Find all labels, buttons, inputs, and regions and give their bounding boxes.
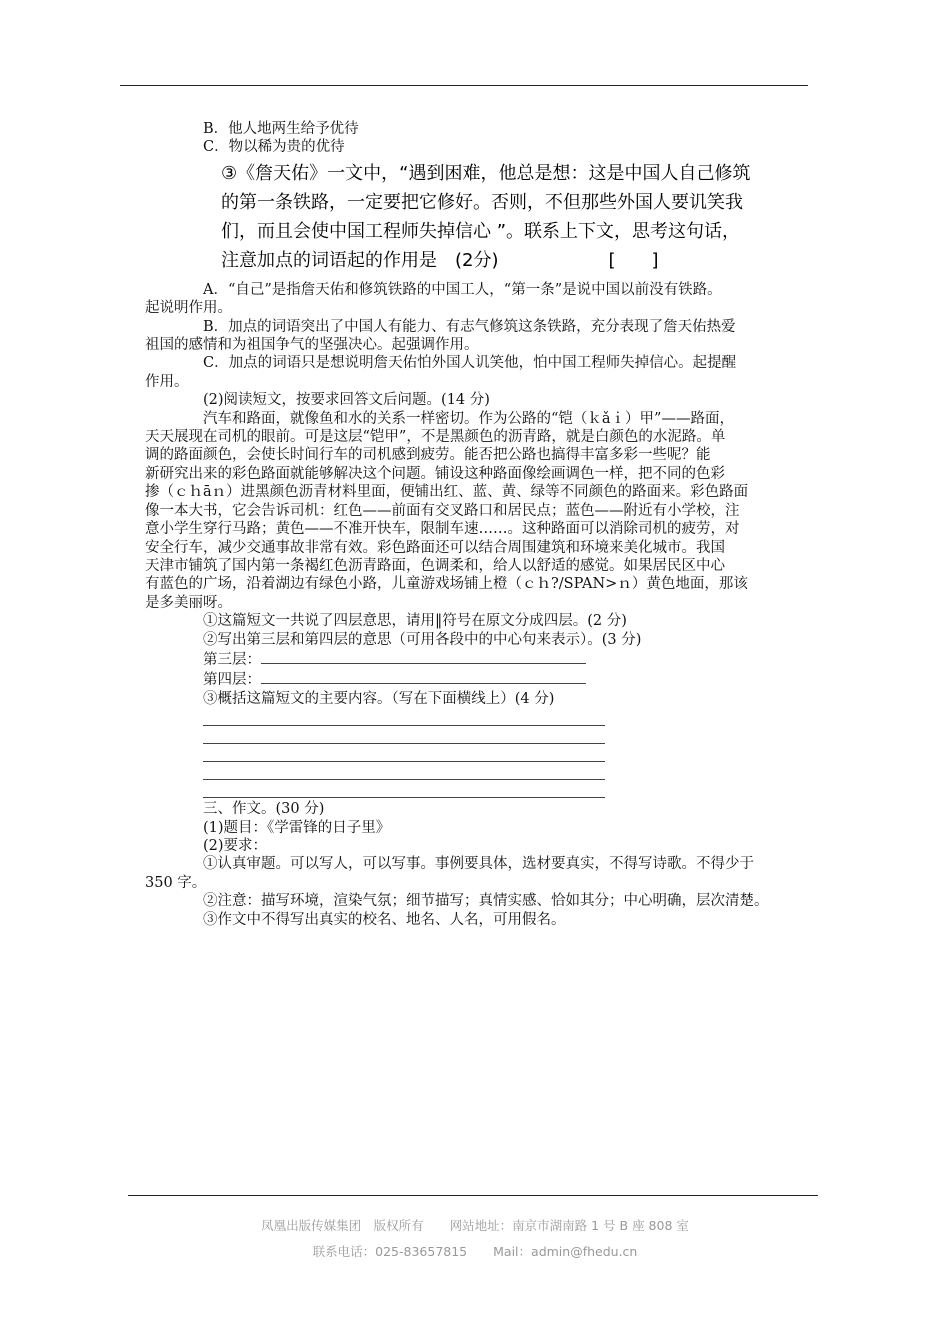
summary-answer-line[interactable] xyxy=(203,744,605,762)
answer-c-line1: C．加点的词语只是想说明詹天佑怕外国人讥笑他，怕中国工程师失掉信心。起提醒 xyxy=(203,355,737,372)
layer-3-row xyxy=(145,649,810,669)
option-b: B．他人地两生给予优待 xyxy=(203,121,359,137)
passage-line: 调的路面颜色，会使长时间行车的司机感到疲劳。能否把公路也搞得丰富多彩一些呢？能 xyxy=(145,447,711,464)
essay-title: (1)题目：《学雷锋的日子里》 xyxy=(203,819,391,836)
layer-3-answer-line[interactable] xyxy=(261,649,586,664)
passage-line: 汽车和路面，就像鱼和水的关系一样密切。作为公路的“铠（ｋǎｉ）甲”——路面， xyxy=(203,410,734,427)
footer-phone: 联系电话：025-83657815 xyxy=(312,1244,468,1259)
footer-website: 网站地址：南京市湖南路 1 号 B 座 808 室 xyxy=(449,1218,689,1233)
summary-answer-line[interactable] xyxy=(203,762,605,780)
footer-line-2 xyxy=(0,1242,950,1260)
question-layers: ①这篇短文一共说了四层意思，请用‖符号在原文分成四层。(2 分) xyxy=(203,613,627,630)
question-summary: ③概括这篇短文的主要内容。（写在下面横线上）(4 分) xyxy=(203,690,555,707)
passage-line: 有蓝色的广场，沿着湖边有绿色小路，儿童游戏场铺上橙（ｃｈ?/SPAN>ｎ）黄色地面，那该 xyxy=(145,576,748,593)
summary-answer-line[interactable] xyxy=(203,708,605,726)
footer-rule xyxy=(128,1195,818,1196)
requirement-1: ①认真审题。可以写人，可以写事。事例要具体，选材要真实，不得写诗歌。不得少于 xyxy=(203,856,754,873)
requirement-1-cont: 350 字。 xyxy=(145,874,207,891)
header-rule xyxy=(120,85,808,86)
reading-header: (2)阅读短文，按要求回答文后问题。(14 分) xyxy=(203,392,490,409)
answer-b-line1: B．加点的词语突出了中国人有能力、有志气修筑这条铁路，充分表现了詹天佑热爱 xyxy=(203,318,736,335)
q3-row-3: 们，而且会使中国工程师失掉信心 ”。联系上下文，思考这句话， xyxy=(221,220,741,242)
essay-requirements: (2)要求： xyxy=(203,837,268,854)
footer-mail: Mail：admin@fhedu.cn xyxy=(493,1244,638,1259)
footer-publisher: 凤凰出版传媒集团 版权所有 xyxy=(261,1218,424,1233)
q3-row-4 xyxy=(221,246,801,275)
option-c: C．物以稀为贵的优待 xyxy=(203,139,345,156)
layer-3-label: 第三层： xyxy=(203,651,261,668)
answer-c-line2: 作用。 xyxy=(145,373,189,390)
question-write: ②写出第三层和第四层的意思（可用各段中的中心句来表示）。(3 分) xyxy=(203,631,642,648)
passage-line: 意小学生穿行马路；黄色——不准开快车，限制车速……。这种路面可以消除司机的疲劳，对 xyxy=(145,521,740,538)
layer-4-row xyxy=(145,669,810,689)
q3-row-2: 的第一条铁路，一定要把它修好。否则，不但那些外国人要讥笑我 xyxy=(221,191,743,213)
passage-line: 天津市铺筑了国内第一条褐红色沥青路面，色调柔和，给人以舒适的感觉。如果居民区中心 xyxy=(145,557,725,574)
layer-4-label: 第四层： xyxy=(203,672,261,689)
essay-header: 三、作文。(30 分) xyxy=(203,801,325,818)
answer-a-line1: A．“自己”是指詹天佑和修筑铁路的中国工人，“第一条”是说中国以前没有铁路。 xyxy=(203,281,722,298)
document-body xyxy=(145,120,810,929)
passage-line: 天天展现在司机的眼前。可是这层“铠甲”，不是黑颜色的沥青路，就是白颜色的水泥路。单 xyxy=(145,429,726,446)
passage-line: 掺（ｃｈāｎ）进黑颜色沥青材料里面，便铺出红、蓝、黄、绿等不同颜色的路面来。彩色路面 xyxy=(145,484,749,501)
requirement-3: ③作文中不得写出真实的校名、地名、人名，可用假名。 xyxy=(203,911,566,928)
summary-answer-line[interactable] xyxy=(203,726,605,744)
passage-line: 像一本大书，它会告诉司机：红色——前面有交叉路口和居民点；蓝色——附近有小学校，注 xyxy=(145,502,740,519)
passage-line: 新研究出来的彩色路面就能够解决这个问题。铺设这种路面像绘画调色一样，把不同的色彩 xyxy=(145,465,725,482)
question-image-block xyxy=(221,159,801,275)
q3-row-4-text: 注意加点的词语起的作用是 (2分) xyxy=(221,249,499,271)
footer-line-1 xyxy=(0,1216,950,1234)
passage-line: 安全行车，减少交通事故非常有效。彩色路面还可以结合周围建筑和环境来美化城市。我国 xyxy=(145,539,725,556)
layer-4-answer-line[interactable] xyxy=(261,669,586,684)
q3-row-1: ③《詹天佑》一文中，“遇到困难，他总是想：这是中国人自己修筑 xyxy=(221,162,751,184)
summary-answer-line[interactable] xyxy=(203,780,605,798)
passage-line: 是多美丽呀。 xyxy=(145,594,232,611)
answer-b-line2: 祖国的感情和为祖国争气的坚强决心。起强调作用。 xyxy=(145,337,479,354)
answer-bracket: [ ] xyxy=(608,249,659,271)
requirement-2: ②注意：描写环境，渲染气氛；细节描写；真情实感、恰如其分；中心明确，层次清楚。 xyxy=(203,893,769,910)
answer-a-line2: 起说明作用。 xyxy=(145,300,232,317)
